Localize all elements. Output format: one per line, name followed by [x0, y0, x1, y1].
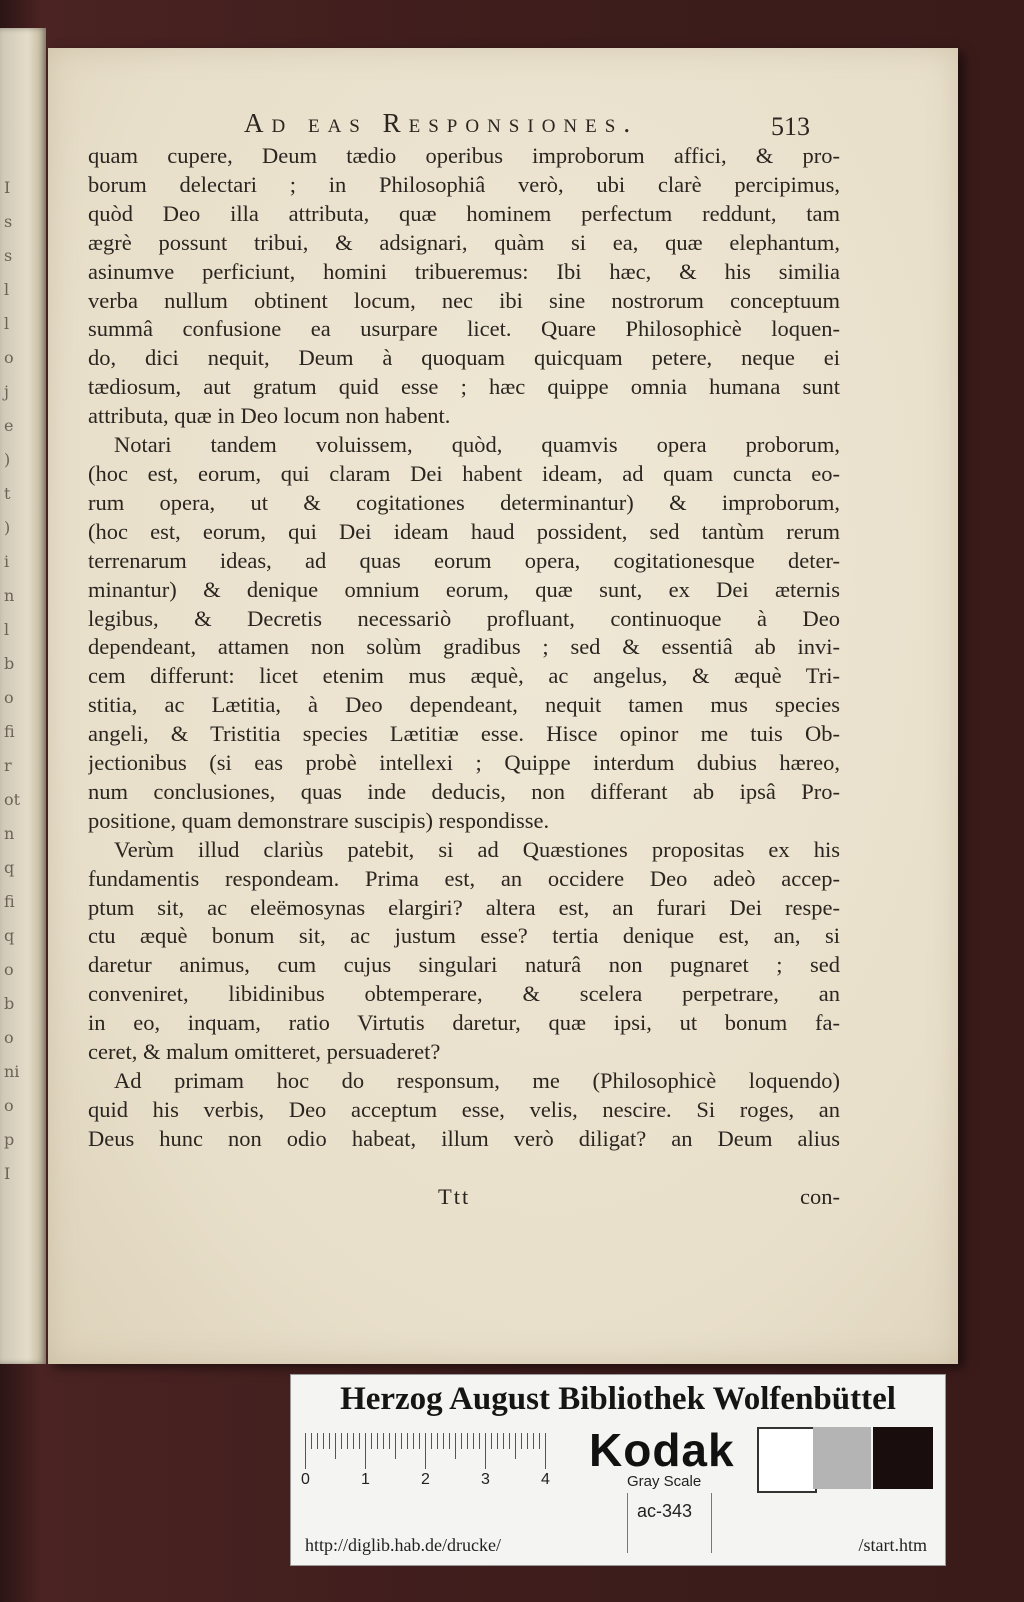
page-number: 513	[771, 112, 810, 141]
ruler-tick	[527, 1433, 528, 1449]
ruler-tick	[485, 1433, 486, 1469]
text-line: fundamentis respondeam. Prima est, an occidere Deo adeò accep-	[88, 865, 840, 891]
edge-mark: s	[4, 246, 13, 265]
text-line: stitia, ac Lætitia, à Deo dependeant, nequit tamen mus species	[88, 692, 840, 718]
ruler-tick	[533, 1433, 534, 1449]
library-name: Herzog August Bibliothek Wolfenbüttel	[340, 1381, 896, 1417]
text-line: in eo, inquam, ratio Virtutis daretur, quæ ipsi, ut bonum fa-	[88, 1010, 840, 1036]
text-line: quam cupere, Deum tædio operibus improborum affici, & pro-	[88, 143, 840, 168]
ruler-tick	[443, 1433, 444, 1449]
ruler-tick	[515, 1433, 516, 1459]
edge-mark: ot	[4, 790, 21, 809]
edge-mark: s	[4, 212, 13, 231]
edge-mark: )	[4, 518, 11, 537]
ruler-tick	[431, 1433, 432, 1449]
ruler-tick	[311, 1433, 312, 1449]
ruler-tick	[413, 1433, 414, 1449]
shelfmark-code: ac-343	[637, 1501, 693, 1521]
edge-mark: j	[4, 382, 9, 401]
text-line: Deus hunc non odio habeat, illum verò diligat? an Deum alius	[88, 1125, 840, 1151]
text-line: ægrè possunt tribui, & adsignari, quàm si ea, quæ elephantum,	[88, 229, 840, 255]
text-line: terrenarum ideas, ad quas eorum opera, cogitationesque deter-	[88, 547, 840, 573]
ruler-label: 1	[361, 1471, 370, 1488]
catchword: con-	[800, 1184, 840, 1209]
kodak-logo: Kodak	[589, 1424, 735, 1476]
ruler-tick	[335, 1433, 336, 1459]
edge-mark: l	[4, 280, 10, 299]
ruler-tick	[389, 1433, 390, 1449]
edge-mark: n	[4, 824, 15, 843]
signature-mark: Ttt	[438, 1184, 471, 1209]
text-line: jectionibus (si eas probè intellexi ; Quippe interdum dubius hæreo,	[88, 750, 840, 776]
text-line: (hoc est, eorum, qui claram Dei habent ideam, ad quam cuncta eo-	[88, 460, 840, 486]
facing-page-edge	[0, 28, 46, 1364]
edge-mark: ni	[4, 1062, 20, 1081]
ruler-tick	[419, 1433, 420, 1449]
edge-mark: t	[4, 484, 11, 503]
ruler-label: 0	[301, 1471, 310, 1488]
ruler-tick	[461, 1433, 462, 1449]
ruler-tick	[497, 1433, 498, 1449]
edge-mark: b	[4, 654, 15, 673]
edge-mark: b	[4, 994, 15, 1013]
edge-mark: n	[4, 586, 15, 605]
ruler-tick	[305, 1433, 306, 1469]
ruler-tick	[359, 1433, 360, 1449]
text-line: angeli, & Tristitia species Lætitiæ esse. Hisce opinor me tuis Ob-	[88, 721, 840, 747]
text-line: quid his verbis, Deo acceptum esse, velis, nescire. Si roges, an	[88, 1096, 840, 1122]
ruler-tick	[341, 1433, 342, 1449]
text-line: daretur animus, cum cujus singulari naturâ non pugnaret ; sed	[88, 952, 840, 978]
gray-swatch	[813, 1427, 871, 1489]
text-line: do, dici nequit, Deum à quoquam quicquam petere, neque ei	[88, 345, 840, 371]
ruler-labels	[301, 1471, 565, 1493]
edge-mark: o	[4, 348, 14, 367]
ruler-tick	[539, 1433, 540, 1449]
edge-mark: p	[4, 1130, 15, 1149]
gray-scale-label: Gray Scale	[627, 1473, 702, 1490]
ruler-label: 4	[541, 1471, 550, 1488]
url-suffix: /start.htm	[858, 1535, 927, 1555]
text-line: Ad primam hoc do responsum, me (Philosophicè loquendo)	[114, 1068, 840, 1093]
ruler-tick	[317, 1433, 318, 1449]
book-page	[48, 48, 958, 1364]
ruler-tick	[383, 1433, 384, 1449]
ruler-label: 3	[481, 1471, 490, 1488]
ruler-tick	[449, 1433, 450, 1449]
edge-mark: r	[4, 756, 12, 775]
ruler-tick	[323, 1433, 324, 1449]
text-line: asinumve perficiunt, homini tribueremus: Ibi hæc, & his similia	[88, 258, 840, 284]
ruler-tick	[473, 1433, 474, 1449]
text-line: ctu æquè bonum sit, ac justum esse? tertia denique est, an, si	[88, 923, 840, 949]
edge-mark: l	[4, 314, 10, 333]
ruler-tick	[479, 1433, 480, 1449]
running-head: Ad eas Responsiones.	[244, 108, 639, 138]
text-line: borum delectari ; in Philosophiâ verò, ubi clarè percipimus,	[88, 171, 840, 197]
text-line: Notari tandem voluissem, quòd, quamvis opera proborum,	[114, 432, 840, 458]
text-line: (hoc est, eorum, qui Dei ideam haud possident, sed tantùm rerum	[88, 518, 840, 544]
page-header	[48, 108, 958, 144]
scale-ruler	[305, 1433, 553, 1469]
text-line: verba nullum obtinent locum, nec ibi sine nostrorum conceptuum	[88, 287, 840, 313]
divider	[711, 1493, 712, 1553]
ruler-tick	[365, 1433, 366, 1469]
ruler-tick	[407, 1433, 408, 1449]
text-line: cem differunt: licet etenim mus æquè, ac angelus, & æquè Tri-	[88, 663, 840, 689]
ruler-tick	[329, 1433, 330, 1449]
edge-mark: o	[4, 688, 14, 707]
text-line: positione, quam demonstrare suscipis) respondisse.	[88, 807, 550, 833]
gray-swatch	[873, 1427, 933, 1489]
edge-mark: fi	[4, 722, 15, 741]
ruler-tick	[521, 1433, 522, 1449]
ruler-tick	[545, 1433, 546, 1469]
text-line: tædiosum, aut gratum quid esse ; hæc quippe omnia humana sunt	[88, 374, 840, 400]
text-line: dependeant, attamen non solùm gradibus ; sed & essentiâ ab invi-	[88, 634, 840, 660]
edge-mark: o	[4, 1028, 14, 1047]
text-line: legibus, & Decretis necessariò profluant, continuoque à Deo	[88, 605, 840, 631]
edge-mark: q	[4, 858, 15, 877]
edge-mark: I	[4, 1164, 11, 1183]
divider	[627, 1493, 628, 1553]
ruler-tick	[503, 1433, 504, 1449]
edge-mark: o	[4, 1096, 14, 1115]
ruler-tick	[467, 1433, 468, 1449]
text-line: num conclusiones, quas inde deducis, non differant ab ipsâ Pro-	[88, 778, 840, 804]
ruler-tick	[347, 1433, 348, 1449]
edge-mark: fi	[4, 892, 15, 911]
text-line: rum opera, ut & cogitationes determinantur) & improborum,	[88, 489, 840, 515]
edge-mark: l	[4, 620, 10, 639]
ruler-tick	[371, 1433, 372, 1449]
text-line: ceret, & malum omitteret, persuaderet?	[88, 1039, 441, 1065]
edge-mark: o	[4, 960, 14, 979]
ruler-tick	[455, 1433, 456, 1459]
ruler-tick	[401, 1433, 402, 1449]
ruler-tick	[425, 1433, 426, 1469]
ruler-tick	[509, 1433, 510, 1449]
ruler-label: 2	[421, 1471, 430, 1488]
text-line: attributa, quæ in Deo locum non habent.	[88, 403, 451, 429]
ruler-tick	[395, 1433, 396, 1459]
url-prefix: http://diglib.hab.de/drucke/	[305, 1535, 501, 1555]
ruler-tick	[437, 1433, 438, 1449]
text-line: ptum sit, ac eleëmosynas elargiri? altera est, an furari Dei respe-	[88, 894, 840, 920]
body-text	[88, 142, 840, 1154]
page-footer	[88, 1184, 840, 1214]
edge-mark: I	[4, 178, 11, 197]
ruler-tick	[353, 1433, 354, 1449]
ruler-tick	[491, 1433, 492, 1449]
edge-mark: q	[4, 926, 15, 945]
ruler-tick	[377, 1433, 378, 1449]
gray-swatch	[757, 1427, 817, 1493]
text-line: minantur) & denique omnium eorum, quæ sunt, ex Dei æternis	[88, 576, 840, 602]
text-line: quòd Deo illa attributa, quæ hominem perfectum reddunt, tam	[88, 200, 840, 226]
text-line: Verùm illud clariùs patebit, si ad Quæstiones propositas ex his	[114, 836, 840, 862]
text-line: summâ confusione ea usurpare licet. Quare Philosophicè loquen-	[88, 316, 840, 342]
color-target-card	[290, 1374, 946, 1566]
edge-mark: i	[4, 552, 10, 571]
edge-mark: )	[4, 450, 11, 469]
edge-mark: e	[4, 416, 14, 435]
text-line: conveniret, libidinibus obtemperare, & scelera perpetrare, an	[88, 981, 840, 1007]
